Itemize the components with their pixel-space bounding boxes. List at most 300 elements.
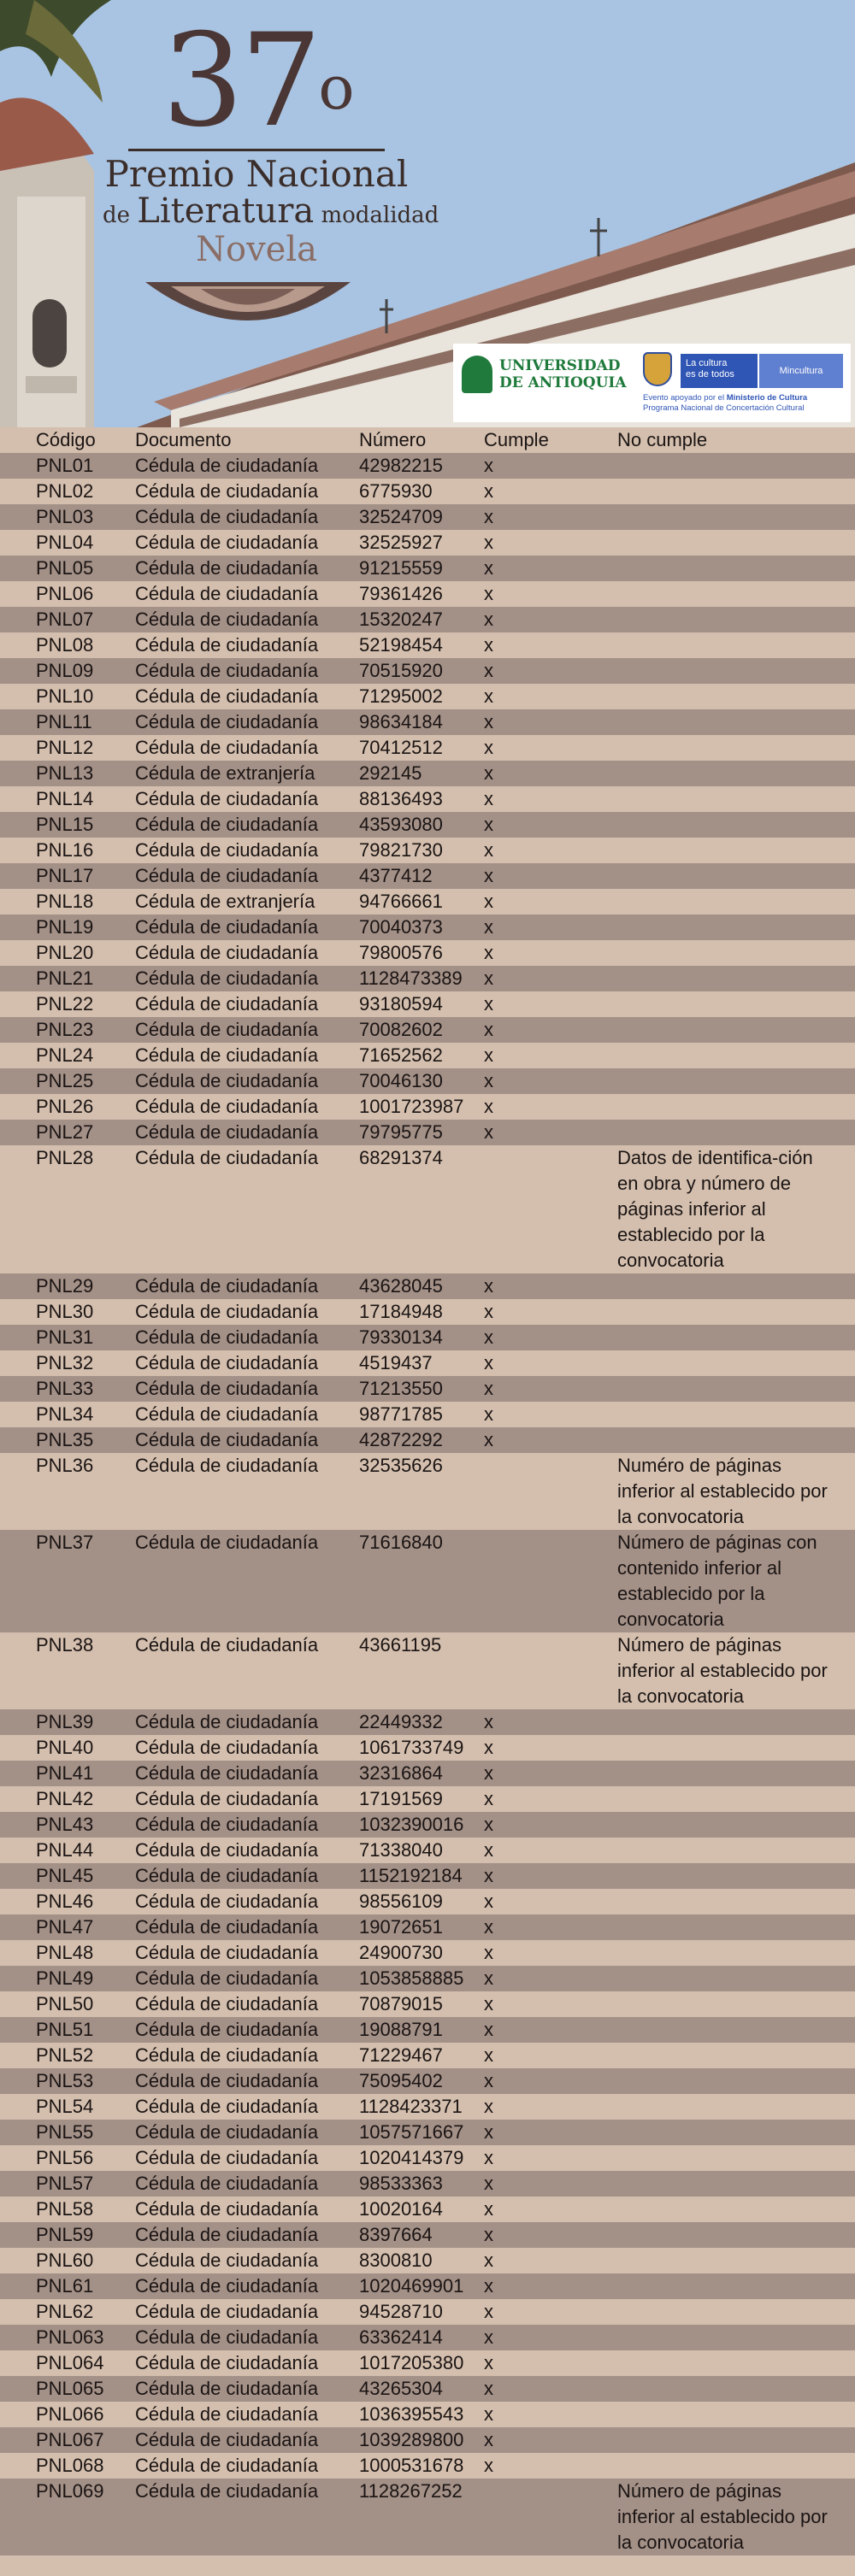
cell-document: Cédula de ciudadanía bbox=[135, 2352, 319, 2373]
cell-number: 70046130 bbox=[359, 1070, 443, 1091]
cell-number: 79330134 bbox=[359, 1326, 443, 1348]
cell-code: PNL04 bbox=[36, 532, 94, 553]
cell-number: 17184948 bbox=[359, 1301, 443, 1322]
table-row bbox=[0, 863, 855, 889]
cell-code: PNL10 bbox=[36, 685, 94, 707]
cell-cumple: x bbox=[484, 916, 493, 938]
cell-number: 8300810 bbox=[359, 2250, 433, 2271]
cell-no-cumple: Número de páginas inferior al establecido por la convocatoria bbox=[617, 2480, 828, 2553]
table-row bbox=[0, 2402, 855, 2427]
cell-code: PNL068 bbox=[36, 2455, 104, 2476]
cell-number: 1152192184 bbox=[359, 1865, 463, 1886]
cell-number: 1032390016 bbox=[359, 1814, 464, 1835]
cell-number: 6775930 bbox=[359, 480, 433, 502]
cell-number: 71213550 bbox=[359, 1378, 443, 1399]
cell-document: Cédula de ciudadanía bbox=[135, 1839, 319, 1861]
cell-cumple: x bbox=[484, 2070, 493, 2091]
cell-code: PNL59 bbox=[36, 2224, 94, 2245]
table-row bbox=[0, 1094, 855, 1120]
header-banner bbox=[0, 0, 855, 427]
cell-code: PNL60 bbox=[36, 2250, 94, 2271]
cell-code: PNL62 bbox=[36, 2301, 94, 2322]
support-note: Evento apoyado por el Ministerio de Cultura Programa Nacional de Concertación Cultural bbox=[643, 393, 808, 413]
cell-document: Cédula de ciudadanía bbox=[135, 737, 319, 758]
cell-number: 42982215 bbox=[359, 455, 443, 476]
table-row bbox=[0, 2222, 855, 2248]
table-row bbox=[0, 1940, 855, 1966]
cell-number: 1000531678 bbox=[359, 2455, 464, 2476]
cell-document: Cédula de ciudadanía bbox=[135, 1352, 319, 1373]
table-row bbox=[0, 2145, 855, 2171]
table-row bbox=[0, 1530, 855, 1632]
cell-document: Cédula de ciudadanía bbox=[135, 2044, 319, 2066]
table-row bbox=[0, 684, 855, 709]
cell-code: PNL38 bbox=[36, 1634, 94, 1656]
cell-cumple: x bbox=[484, 1121, 493, 1143]
table-row bbox=[0, 1838, 855, 1863]
cell-cumple: x bbox=[484, 2301, 493, 2322]
cell-code: PNL50 bbox=[36, 1993, 94, 2014]
cell-cumple: x bbox=[484, 685, 493, 707]
cell-cumple: x bbox=[484, 711, 493, 732]
cell-document: Cédula de ciudadanía bbox=[135, 839, 319, 861]
cell-document: Cédula de ciudadanía bbox=[135, 1403, 319, 1425]
cell-number: 1001723987 bbox=[359, 1096, 464, 1117]
cell-cumple: x bbox=[484, 506, 493, 527]
cell-document: Cédula de ciudadanía bbox=[135, 1993, 319, 2014]
cell-cumple: x bbox=[484, 480, 493, 502]
cell-document: Cédula de ciudadanía bbox=[135, 1891, 319, 1912]
cell-code: PNL41 bbox=[36, 1762, 94, 1784]
table-row bbox=[0, 2479, 855, 2555]
cell-code: PNL51 bbox=[36, 2019, 94, 2040]
cell-document: Cédula de ciudadanía bbox=[135, 2301, 319, 2322]
cell-number: 98634184 bbox=[359, 711, 443, 732]
cell-cumple: x bbox=[484, 2044, 493, 2066]
table-row bbox=[0, 915, 855, 940]
prize-title bbox=[103, 7, 439, 269]
cell-cumple: x bbox=[484, 2403, 493, 2425]
cell-document: Cédula de ciudadanía bbox=[135, 2250, 319, 2271]
cell-cumple: x bbox=[484, 2378, 493, 2399]
cell-document: Cédula de ciudadanía bbox=[135, 1044, 319, 1066]
cell-code: PNL18 bbox=[36, 891, 94, 912]
cell-number: 70515920 bbox=[359, 660, 443, 681]
cell-cumple: x bbox=[484, 967, 493, 989]
cell-code: PNL065 bbox=[36, 2378, 104, 2399]
cell-number: 43628045 bbox=[359, 1275, 443, 1297]
cell-document: Cédula de ciudadanía bbox=[135, 2096, 319, 2117]
cell-document: Cédula de ciudadanía bbox=[135, 2480, 319, 2502]
cell-cumple: x bbox=[484, 1762, 493, 1784]
cell-number: 292145 bbox=[359, 762, 422, 784]
table-row bbox=[0, 1812, 855, 1838]
cell-document: Cédula de ciudadanía bbox=[135, 532, 319, 553]
cell-code: PNL55 bbox=[36, 2121, 94, 2143]
cell-cumple: x bbox=[484, 660, 493, 681]
table-row bbox=[0, 658, 855, 684]
cell-number: 1020414379 bbox=[359, 2147, 464, 2168]
cell-number: 15320247 bbox=[359, 609, 443, 630]
cell-cumple: x bbox=[484, 1096, 493, 1117]
table-row bbox=[0, 2350, 855, 2376]
table-row bbox=[0, 2325, 855, 2350]
cell-cumple: x bbox=[484, 2173, 493, 2194]
header-documento: Documento bbox=[135, 429, 232, 450]
table-row bbox=[0, 1632, 855, 1709]
cell-code: PNL066 bbox=[36, 2403, 104, 2425]
cell-number: 1057571667 bbox=[359, 2121, 464, 2143]
cell-cumple: x bbox=[484, 1301, 493, 1322]
sponsor-logos bbox=[453, 344, 851, 422]
header-no-cumple: No cumple bbox=[617, 429, 708, 450]
cell-cumple: x bbox=[484, 2198, 493, 2220]
cell-code: PNL32 bbox=[36, 1352, 94, 1373]
cell-cumple: x bbox=[484, 1865, 493, 1886]
table-row bbox=[0, 735, 855, 761]
cell-code: PNL42 bbox=[36, 1788, 94, 1809]
cell-cumple: x bbox=[484, 557, 493, 579]
cell-cumple: x bbox=[484, 609, 493, 630]
cell-document: Cédula de ciudadanía bbox=[135, 2019, 319, 2040]
cell-number: 98533363 bbox=[359, 2173, 443, 2194]
cell-code: PNL16 bbox=[36, 839, 94, 861]
cell-code: PNL01 bbox=[36, 455, 94, 476]
cell-cumple: x bbox=[484, 1019, 493, 1040]
cell-document: Cédula de ciudadanía bbox=[135, 1711, 319, 1732]
cell-document: Cédula de ciudadanía bbox=[135, 2455, 319, 2476]
cell-document: Cédula de ciudadanía bbox=[135, 788, 319, 809]
university-logo bbox=[462, 352, 633, 403]
colombia-shield-icon bbox=[643, 352, 672, 386]
cell-code: PNL33 bbox=[36, 1378, 94, 1399]
cell-code: PNL24 bbox=[36, 1044, 94, 1066]
cell-document: Cédula de ciudadanía bbox=[135, 1942, 319, 1963]
table-row bbox=[0, 1709, 855, 1735]
cell-code: PNL44 bbox=[36, 1839, 94, 1861]
cell-code: PNL02 bbox=[36, 480, 94, 502]
cell-cumple: x bbox=[484, 891, 493, 912]
cell-number: 32524709 bbox=[359, 506, 443, 527]
cell-document: Cédula de ciudadanía bbox=[135, 2147, 319, 2168]
cell-document: Cédula de ciudadanía bbox=[135, 660, 319, 681]
cell-document: Cédula de ciudadanía bbox=[135, 2403, 319, 2425]
cell-document: Cédula de ciudadanía bbox=[135, 1788, 319, 1809]
prize-name-line2: de Literatura modalidad bbox=[103, 191, 439, 231]
cell-document: Cédula de ciudadanía bbox=[135, 1762, 319, 1784]
cell-no-cumple: Numéro de páginas inferior al establecido por la convocatoria bbox=[617, 1455, 828, 1527]
table-header bbox=[0, 427, 855, 453]
cell-cumple: x bbox=[484, 1967, 493, 1989]
cell-code: PNL17 bbox=[36, 865, 94, 886]
cell-document: Cédula de ciudadanía bbox=[135, 1147, 319, 1168]
cell-cumple: x bbox=[484, 2019, 493, 2040]
cell-document: Cédula de ciudadanía bbox=[135, 2275, 319, 2297]
cell-code: PNL31 bbox=[36, 1326, 94, 1348]
cell-cumple: x bbox=[484, 762, 493, 784]
cell-code: PNL06 bbox=[36, 583, 94, 604]
cell-number: 42872292 bbox=[359, 1429, 443, 1450]
cell-code: PNL58 bbox=[36, 2198, 94, 2220]
cell-document: Cédula de ciudadanía bbox=[135, 1967, 319, 1989]
cell-cumple: x bbox=[484, 2429, 493, 2450]
table-row bbox=[0, 1966, 855, 1991]
cell-code: PNL54 bbox=[36, 2096, 94, 2117]
cell-cumple: x bbox=[484, 1788, 493, 1809]
cell-code: PNL26 bbox=[36, 1096, 94, 1117]
cell-number: 4377412 bbox=[359, 865, 433, 886]
table-row bbox=[0, 2299, 855, 2325]
cell-number: 32316864 bbox=[359, 1762, 443, 1784]
cell-number: 93180594 bbox=[359, 993, 443, 1015]
cell-code: PNL48 bbox=[36, 1942, 94, 1963]
cell-code: PNL61 bbox=[36, 2275, 94, 2297]
table-row bbox=[0, 2376, 855, 2402]
cell-code: PNL25 bbox=[36, 1070, 94, 1091]
cell-document: Cédula de ciudadanía bbox=[135, 1326, 319, 1348]
cell-cumple: x bbox=[484, 455, 493, 476]
cell-cumple: x bbox=[484, 2326, 493, 2348]
table-row bbox=[0, 504, 855, 530]
table-row bbox=[0, 1991, 855, 2017]
cell-number: 71338040 bbox=[359, 1839, 443, 1861]
cell-number: 70082602 bbox=[359, 1019, 443, 1040]
cell-code: PNL45 bbox=[36, 1865, 94, 1886]
cell-number: 1036395543 bbox=[359, 2403, 464, 2425]
prize-category: Novela bbox=[196, 230, 317, 269]
table-row bbox=[0, 761, 855, 786]
cell-cumple: x bbox=[484, 2121, 493, 2143]
cell-code: PNL34 bbox=[36, 1403, 94, 1425]
prize-name-line1: Premio Nacional bbox=[104, 153, 409, 195]
cell-document: Cédula de ciudadanía bbox=[135, 1532, 319, 1553]
cell-number: 88136493 bbox=[359, 788, 443, 809]
table-row bbox=[0, 1145, 855, 1273]
cell-cumple: x bbox=[484, 1070, 493, 1091]
table-row bbox=[0, 2068, 855, 2094]
cell-document: Cédula de ciudadanía bbox=[135, 1865, 319, 1886]
cell-document: Cédula de extranjería bbox=[135, 762, 315, 784]
cell-no-cumple: Número de páginas inferior al establecido por la convocatoria bbox=[617, 1634, 828, 1707]
cell-code: PNL064 bbox=[36, 2352, 104, 2373]
cell-code: PNL52 bbox=[36, 2044, 94, 2066]
cell-cumple: x bbox=[484, 1403, 493, 1425]
cell-document: Cédula de ciudadanía bbox=[135, 2121, 319, 2143]
cell-number: 43661195 bbox=[359, 1634, 442, 1656]
cell-cumple: x bbox=[484, 532, 493, 553]
cell-cumple: x bbox=[484, 1891, 493, 1912]
cell-document: Cédula de ciudadanía bbox=[135, 1019, 319, 1040]
cell-number: 43265304 bbox=[359, 2378, 443, 2399]
cell-cumple: x bbox=[484, 865, 493, 886]
cell-code: PNL46 bbox=[36, 1891, 94, 1912]
cell-document: Cédula de ciudadanía bbox=[135, 1096, 319, 1117]
cell-cumple: x bbox=[484, 2275, 493, 2297]
cell-number: 71295002 bbox=[359, 685, 443, 707]
table-row bbox=[0, 966, 855, 991]
cell-document: Cédula de ciudadanía bbox=[135, 634, 319, 656]
cell-cumple: x bbox=[484, 2147, 493, 2168]
cell-code: PNL30 bbox=[36, 1301, 94, 1322]
cell-number: 52198454 bbox=[359, 634, 443, 656]
cell-code: PNL22 bbox=[36, 993, 94, 1015]
cell-document: Cédula de ciudadanía bbox=[135, 814, 319, 835]
table-row bbox=[0, 479, 855, 504]
cell-code: PNL15 bbox=[36, 814, 94, 835]
cell-number: 8397664 bbox=[359, 2224, 433, 2245]
header-numero: Número bbox=[359, 429, 427, 450]
table-row bbox=[0, 1350, 855, 1376]
cell-number: 70040373 bbox=[359, 916, 443, 938]
cell-number: 98771785 bbox=[359, 1403, 443, 1425]
table-row bbox=[0, 812, 855, 838]
cell-code: PNL28 bbox=[36, 1147, 94, 1168]
cell-cumple: x bbox=[484, 839, 493, 861]
cell-document: Cédula de ciudadanía bbox=[135, 583, 319, 604]
cell-code: PNL53 bbox=[36, 2070, 94, 2091]
table-row bbox=[0, 991, 855, 1017]
cell-document: Cédula de ciudadanía bbox=[135, 967, 319, 989]
cell-number: 91215559 bbox=[359, 557, 443, 579]
table-row bbox=[0, 1735, 855, 1761]
table-row bbox=[0, 1453, 855, 1530]
cell-code: PNL19 bbox=[36, 916, 94, 938]
cell-code: PNL39 bbox=[36, 1711, 94, 1732]
table-row bbox=[0, 1863, 855, 1889]
table-row bbox=[0, 1376, 855, 1402]
cell-number: 75095402 bbox=[359, 2070, 443, 2091]
cell-document: Cédula de ciudadanía bbox=[135, 916, 319, 938]
cell-document: Cédula de ciudadanía bbox=[135, 711, 319, 732]
cell-cumple: x bbox=[484, 2250, 493, 2271]
cell-document: Cédula de ciudadanía bbox=[135, 2173, 319, 2194]
cell-cumple: x bbox=[484, 1839, 493, 1861]
cell-number: 79795775 bbox=[359, 1121, 443, 1143]
cell-code: PNL13 bbox=[36, 762, 94, 784]
cell-code: PNL57 bbox=[36, 2173, 94, 2194]
cell-document: Cédula de ciudadanía bbox=[135, 2224, 319, 2245]
cell-document: Cédula de ciudadanía bbox=[135, 1814, 319, 1835]
table-row bbox=[0, 1402, 855, 1427]
cell-document: Cédula de ciudadanía bbox=[135, 1916, 319, 1938]
cell-document: Cédula de ciudadanía bbox=[135, 942, 319, 963]
cell-cumple: x bbox=[484, 1993, 493, 2014]
table-row bbox=[0, 1427, 855, 1453]
cell-code: PNL067 bbox=[36, 2429, 104, 2450]
university-name: UNIVERSIDAD DE ANTIOQUIA bbox=[499, 357, 627, 391]
cell-number: 19088791 bbox=[359, 2019, 443, 2040]
results-table bbox=[0, 427, 855, 2555]
university-seal-icon bbox=[462, 356, 492, 393]
cell-cumple: x bbox=[484, 1916, 493, 1938]
table-row bbox=[0, 453, 855, 479]
header-cumple: Cumple bbox=[484, 429, 549, 450]
table-row bbox=[0, 2248, 855, 2273]
cell-cumple: x bbox=[484, 583, 493, 604]
cell-cumple: x bbox=[484, 993, 493, 1015]
cell-code: PNL20 bbox=[36, 942, 94, 963]
cell-cumple: x bbox=[484, 1378, 493, 1399]
cell-no-cumple: Número de páginas con contenido inferior al establecido por la convocatoria bbox=[617, 1532, 817, 1630]
cell-cumple: x bbox=[484, 1942, 493, 1963]
cell-document: Cédula de ciudadanía bbox=[135, 455, 319, 476]
table-row bbox=[0, 838, 855, 863]
cell-cumple: x bbox=[484, 1275, 493, 1297]
cell-number: 24900730 bbox=[359, 1942, 443, 1963]
cell-document: Cédula de ciudadanía bbox=[135, 2429, 319, 2450]
cell-code: PNL49 bbox=[36, 1967, 94, 1989]
table-row bbox=[0, 1120, 855, 1145]
cell-document: Cédula de ciudadanía bbox=[135, 2070, 319, 2091]
cell-code: PNL12 bbox=[36, 737, 94, 758]
cell-number: 43593080 bbox=[359, 814, 443, 835]
cell-document: Cédula de ciudadanía bbox=[135, 1429, 319, 1450]
table-row bbox=[0, 2453, 855, 2479]
cell-document: Cédula de ciudadanía bbox=[135, 2326, 319, 2348]
cell-document: Cédula de ciudadanía bbox=[135, 1275, 319, 1297]
cell-number: 94528710 bbox=[359, 2301, 443, 2322]
table-row bbox=[0, 786, 855, 812]
cell-number: 4519437 bbox=[359, 1352, 433, 1373]
cell-number: 79361426 bbox=[359, 583, 443, 604]
cell-number: 94766661 bbox=[359, 891, 443, 912]
cell-document: Cédula de ciudadanía bbox=[135, 993, 319, 1015]
table-row bbox=[0, 709, 855, 735]
cell-cumple: x bbox=[484, 2455, 493, 2476]
cell-number: 1128423371 bbox=[359, 2096, 463, 2117]
table-row bbox=[0, 2094, 855, 2120]
cell-number: 70412512 bbox=[359, 737, 443, 758]
table-row bbox=[0, 889, 855, 915]
table-row bbox=[0, 1273, 855, 1299]
cell-code: PNL05 bbox=[36, 557, 94, 579]
cell-code: PNL40 bbox=[36, 1737, 94, 1758]
cell-code: PNL36 bbox=[36, 1455, 94, 1476]
mincultura-logo: Mincultura bbox=[759, 354, 843, 388]
cell-number: 1061733749 bbox=[359, 1737, 464, 1758]
table-row bbox=[0, 1786, 855, 1812]
table-row bbox=[0, 1043, 855, 1068]
cell-document: Cédula de ciudadanía bbox=[135, 480, 319, 502]
cell-cumple: x bbox=[484, 737, 493, 758]
cell-cumple: x bbox=[484, 1352, 493, 1373]
table-row bbox=[0, 1017, 855, 1043]
header-codigo: Código bbox=[36, 429, 96, 450]
cell-code: PNL27 bbox=[36, 1121, 94, 1143]
cell-cumple: x bbox=[484, 1814, 493, 1835]
cell-document: Cédula de extranjería bbox=[135, 891, 315, 912]
cell-document: Cédula de ciudadanía bbox=[135, 1301, 319, 1322]
cell-code: PNL07 bbox=[36, 609, 94, 630]
cell-number: 22449332 bbox=[359, 1711, 443, 1732]
cell-number: 32525927 bbox=[359, 532, 443, 553]
cell-code: PNL03 bbox=[36, 506, 94, 527]
cell-cumple: x bbox=[484, 788, 493, 809]
cultura-logo: La cultura es de todos bbox=[681, 354, 758, 388]
table-row bbox=[0, 1914, 855, 1940]
cell-code: PNL14 bbox=[36, 788, 94, 809]
table-row bbox=[0, 1325, 855, 1350]
cell-number: 71652562 bbox=[359, 1044, 443, 1066]
cell-document: Cédula de ciudadanía bbox=[135, 1455, 319, 1476]
cell-code: PNL09 bbox=[36, 660, 94, 681]
cell-code: PNL08 bbox=[36, 634, 94, 656]
cell-number: 79800576 bbox=[359, 942, 443, 963]
cell-cumple: x bbox=[484, 1326, 493, 1348]
table-row bbox=[0, 2197, 855, 2222]
cell-document: Cédula de ciudadanía bbox=[135, 2198, 319, 2220]
cell-document: Cédula de ciudadanía bbox=[135, 1378, 319, 1399]
